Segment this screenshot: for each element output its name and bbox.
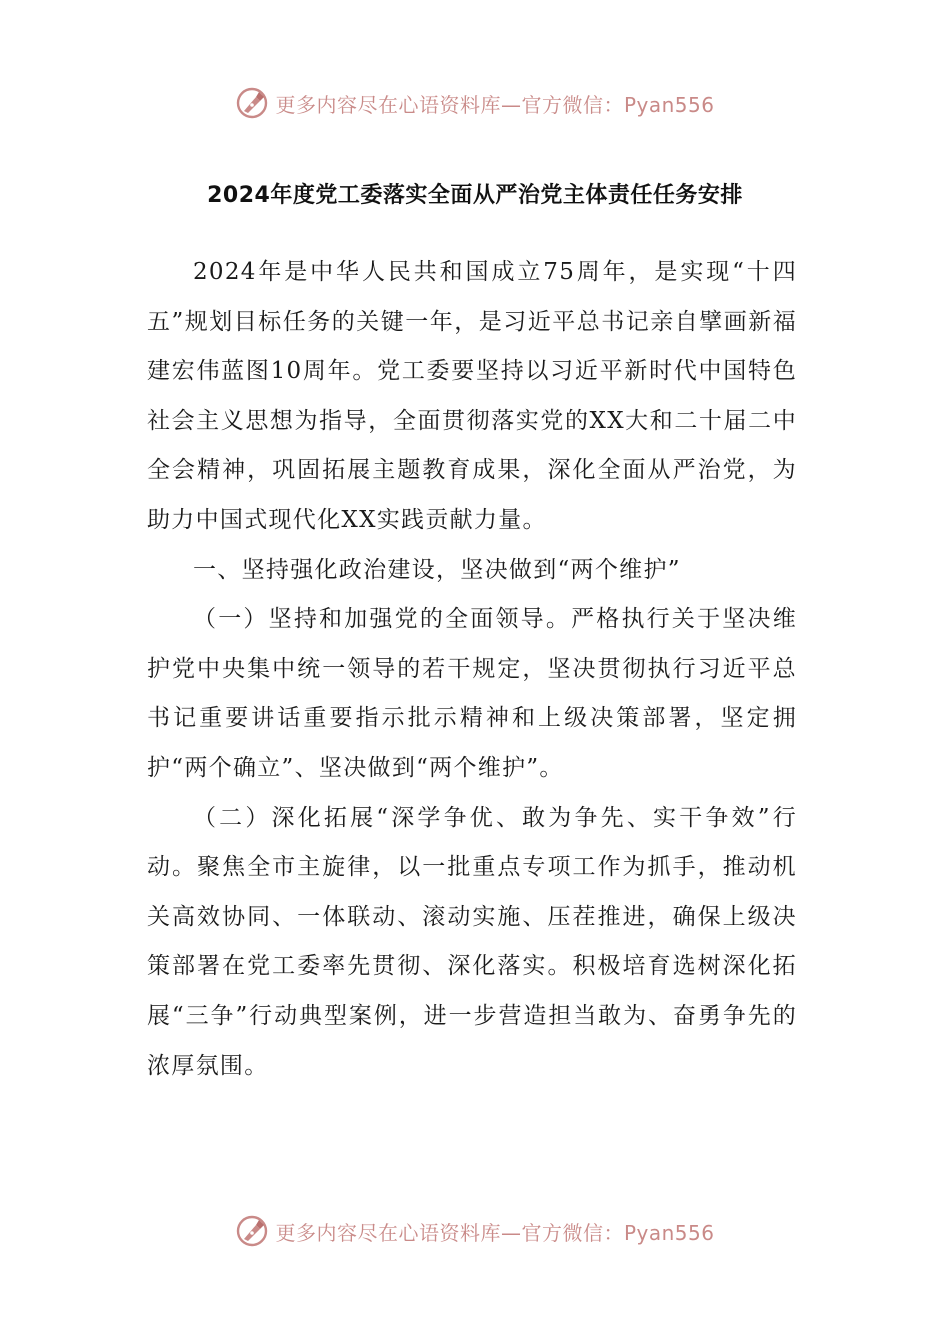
pen-nib-logo-icon: [235, 1214, 269, 1248]
watermark-text: 更多内容尽在心语资料库—官方微信：Pyan556: [275, 1220, 715, 1245]
header-watermark: [0, 86, 950, 120]
document-title: 2024年度党工委落实全面从严治党主体责任任务安排: [207, 183, 743, 208]
intro-paragraph: 2024年是中华人民共和国成立75周年，是实现“十四五”规划目标任务的关键一年，是习近平总书记亲自擘画新福建宏伟蓝图10周年。党工委要坚持以习近平新时代中国特色社会主义思想为指导，全面贯彻落实党的XX大和二十届二中全会精神，巩固拓展主题教育成果，深化全面从严治党，为助力中国式现代化XX实践贡献力量。: [147, 259, 797, 533]
pen-nib-logo-icon: [235, 86, 269, 120]
watermark-text: 更多内容尽在心语资料库—官方微信：Pyan556: [275, 92, 715, 117]
subsection-1-paragraph: （一）坚持和加强党的全面领导。严格执行关于坚决维护党中央集中统一领导的若干规定，坚决贯彻执行习近平总书记重要讲话重要指示批示精神和上级决策部署，坚定拥护“两个确立”、坚决做到“两个维护”。: [147, 606, 797, 781]
subsection-2-paragraph: （二）深化拓展“深学争优、敢为争先、实干争效”行动。聚焦全市主旋律，以一批重点专项工作为抓手，推动机关高效协同、一体联动、滚动实施、压茬推进，确保上级决策部署在党工委率先贯彻、深化落实。积极培育选树深化拓展“三争”行动典型案例，进一步营造担当敢为、奋勇争先的浓厚氛围。: [147, 804, 797, 1079]
document-body: [147, 248, 797, 1091]
footer-watermark: [0, 1214, 950, 1248]
section-heading-1: 一、坚持强化政治建设，坚决做到“两个维护”: [193, 556, 681, 583]
